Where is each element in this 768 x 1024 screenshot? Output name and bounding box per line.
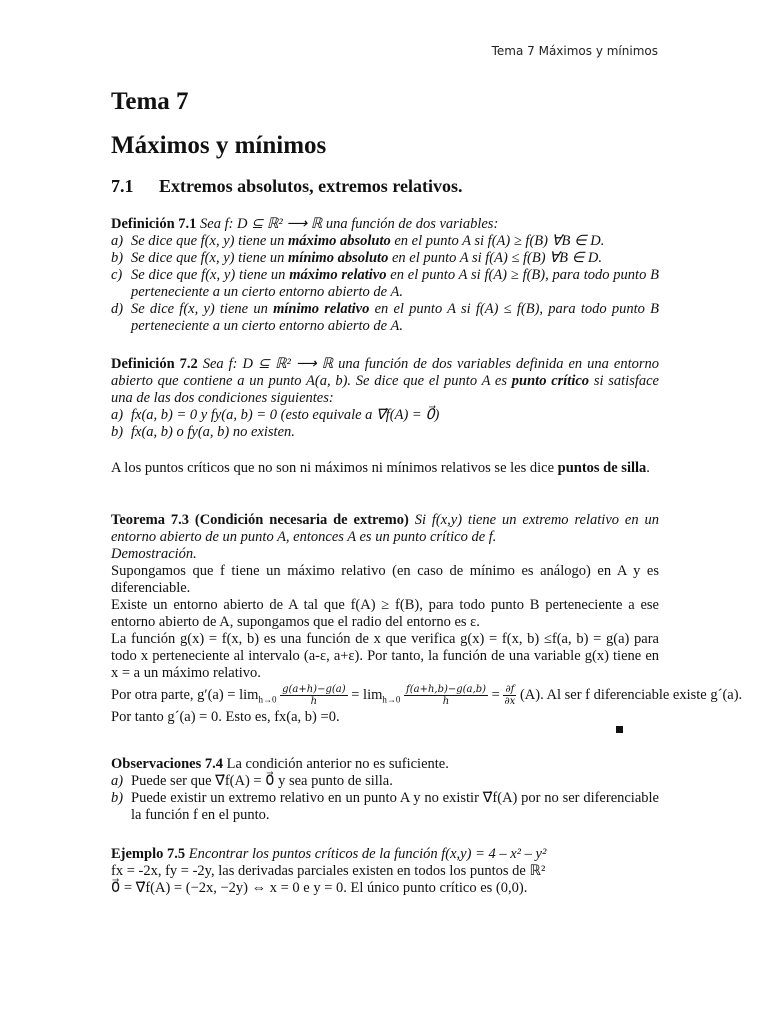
chapter-number: Tema 7 — [111, 88, 189, 115]
term-maximo-relativo: máximo relativo — [289, 267, 387, 283]
proof-label: Demostración. — [111, 546, 197, 562]
section-title: Extremos absolutos, extremos relativos. — [159, 176, 463, 196]
definition-7-1 — [111, 216, 659, 335]
term-minimo-relativo: mínimo relativo — [273, 301, 370, 317]
proof-paragraph: Existe un entorno abierto de A tal que f(A) ≥ f(B), para todo punto B perteneciente a ese entorno abierto de A, supongamos que el radio del entorno es ε. — [111, 597, 659, 630]
list-item: b) Se dice que f(x, y) tiene un mínimo absoluto en el punto A si f(A) ≤ f(B) ∀B ∈ D. — [111, 250, 602, 266]
example-line: 0⃗ = ∇⃗f(A) = (−2x, −2y) ⇔ x = 0 e y = 0. El único punto crítico es (0,0). — [111, 880, 528, 896]
example-7-5: Ejemplo 7.5 Encontrar los puntos críticos de la función f(x,y) = 4 – x² – y² fx = -2x, fy = -2y, las derivadas parciales existen en todos los puntos de ℝ² 0⃗ = ∇⃗f(A) = (−2x, −2y) ⇔ x = 0 e y = 0. El único punto crítico es (0,0). — [111, 846, 659, 897]
list-item: a) fx(a, b) = 0 y fy(a, b) = 0 (esto equivale a ∇⃗f(A) = 0⃗) — [111, 407, 440, 423]
definition-7-2: Definición 7.2 Sea f: D ⊆ ℝ² ⟶ ℝ una función de dos variables definida en una entorno abierto que contiene a un punto A(a, b). Se dice que el punto A es punto crítico si satisface una de las dos condiciones siguientes: a) fx(a, b) = 0 y fy(a, b) = 0 (esto equivale a ∇⃗f(A) = 0⃗) b) fx(a, b) o fy(a, b) no existen. — [111, 356, 659, 440]
observations-label: Observaciones 7.4 — [111, 756, 223, 772]
qed-square-icon — [616, 726, 623, 733]
list-item: b) fx(a, b) o fy(a, b) no existen. — [111, 424, 295, 440]
chapter-title: Máximos y mínimos — [111, 132, 327, 159]
list-item: a) Se dice que f(x, y) tiene un máximo absoluto en el punto A si f(A) ≥ f(B) ∀B ∈ D. — [111, 233, 605, 249]
fraction: $\frac{\partial f}{\partial x}$ — [504, 684, 516, 707]
observations-7-4: Observaciones 7.4 La condición anterior no es suficiente. a) Puede ser que ∇⃗f(A) = 0⃗ y sea punto de silla. b) Puede existir un extremo relativo en un punto A y no existir ∇⃗f(A) por no ser diferenciable la función f en el punto. — [111, 756, 659, 823]
proof-paragraph: La función g(x) = f(x, b) es una función de x que verifica g(x) = f(x, b) ≤f(a, b) = g(a) para todo x perteneciente al intervalo (a-ε, a+ε). Por tanto, la función de una variable g(x) tiene en x = a un máximo relativo. — [111, 631, 659, 681]
example-label: Ejemplo 7.5 — [111, 846, 186, 862]
definition-label: Definición 7.1 — [111, 216, 197, 232]
fraction: $\frac{g(a+h)-g(a)}{h}$ — [282, 684, 346, 707]
list-item: c) Se dice que f(x, y) tiene un máximo relativo en el punto A si f(A) ≥ f(B), para todo punto B perteneciente a un cierto entorno abierto de A. — [111, 267, 659, 300]
running-header: Tema 7 Máximos y mínimos — [491, 44, 658, 58]
theorem-7-3: Teorema 7.3 (Condición necesaria de extremo) Si f(x,y) tiene un extremo relativo en un entorno abierto de un punto A, entonces A es un punto crítico de f. Demostración. Supongamos que f tiene un máximo relativo (en caso de mínimo es análogo) en A y es diferenciable. Existe un entorno abierto de A tal que f(A) ≥ f(B), para todo punto B perteneciente a ese entorno abierto de A, supongamos que el radio del entorno es ε. La función g(x) = f(x, b) es una función de x que verifica g(x) = f(x, b) ≤f(a, b) = g(a) para todo x perteneciente al intervalo (a-ε, a+ε). Por tanto, la función de una variable g(x) tiene en x = a un máximo relativo. Por otra parte, $g'(a) = \lim_{h\to 0}$ $\frac{g(a+h)-g(a)}{h}$ = $\lim_{h\to 0}$ $\frac{f(a+h,b)-g(a,b)}{h}$ = $\frac{\partial f}{\partial x}$ (A). Al ser f diferenciable existe g´(a). Por tanto g´(a) = 0. Esto es, fx(a, b) =0. — [111, 512, 743, 725]
list-item: a) Puede ser que ∇⃗f(A) = 0⃗ y sea punto de silla. — [111, 773, 393, 789]
proof-conclusion: Por tanto g´(a) = 0. Esto es, fx(a, b) =0. — [111, 708, 340, 725]
term-puntos-de-silla: puntos de silla — [557, 460, 647, 476]
term-punto-critico: punto crítico — [511, 373, 590, 389]
proof-paragraph: Supongamos que f tiene un máximo relativo (en caso de mínimo es análogo) en A y es diferenciable. — [111, 563, 659, 596]
definition-intro: Sea f: D ⊆ ℝ² ⟶ ℝ una función de dos variables: — [200, 216, 499, 232]
theorem-label: Teorema 7.3 (Condición necesaria de extremo) — [111, 512, 409, 528]
list-item: b) Puede existir un extremo relativo en un punto A y no existir ∇⃗f(A) por no ser diferenciable la función f en el punto. — [111, 790, 659, 823]
term-minimo-absoluto: mínimo absoluto — [288, 250, 389, 266]
example-line: fx = -2x, fy = -2y, las derivadas parciales existen en todos los puntos de ℝ² — [111, 863, 546, 879]
definition-label: Definición 7.2 — [111, 356, 198, 372]
derivative-equation: Por otra parte, $g'(a) = \lim_{h\to 0}$ $\frac{g(a+h)-g(a)}{h}$ = $\lim_{h\to 0}$ $\frac{f(a+h,b)-g(a,b)}{h}$ = $\frac{\partial f}{\partial x}$ (A). Al ser f diferenciable existe g´(a). — [111, 684, 743, 707]
term-maximo-absoluto: máximo absoluto — [288, 233, 391, 249]
list-item: d) Se dice f(x, y) tiene un mínimo relativo en el punto A si f(A) ≤ f(B), para todo punto B perteneciente a un cierto entorno abierto de A. — [111, 301, 659, 334]
saddle-points-paragraph: A los puntos críticos que no son ni máximos ni mínimos relativos se les dice puntos de silla. — [111, 460, 650, 476]
fraction: $\frac{f(a+h,b)-g(a,b)}{h}$ — [406, 684, 486, 707]
section-heading — [111, 176, 462, 197]
section-number: 7.1 — [111, 176, 134, 196]
